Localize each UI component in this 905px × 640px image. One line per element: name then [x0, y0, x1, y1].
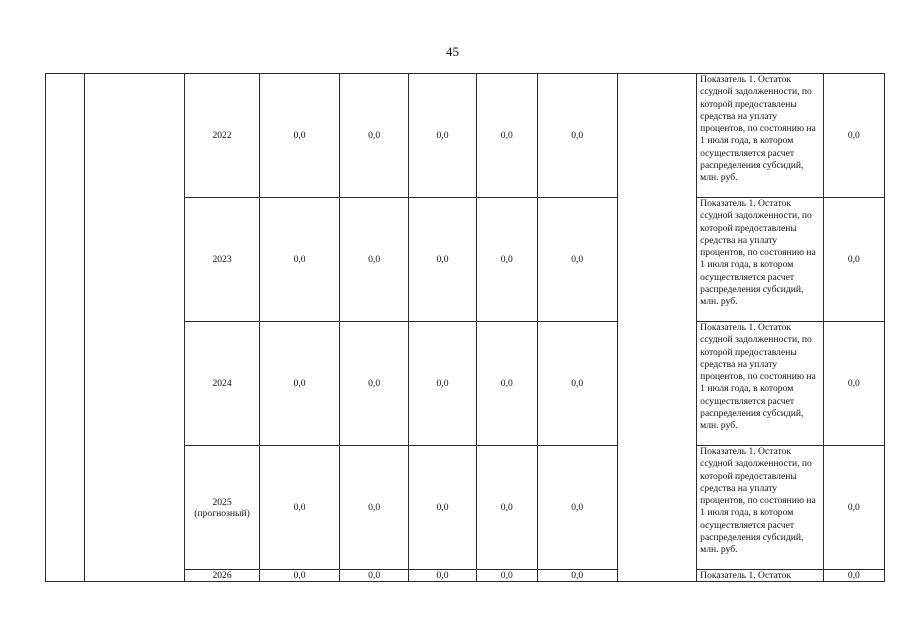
value-cell: 0,0 [339, 322, 408, 446]
value-cell: 0,0 [260, 198, 340, 322]
value-cell: 0,0 [409, 198, 476, 322]
value-cell: 0,0 [409, 570, 476, 582]
value-cell: 0,0 [476, 198, 537, 322]
value-cell: 0,0 [260, 446, 340, 570]
empty-cell-col1 [46, 74, 85, 582]
year-label: 2026 [212, 570, 232, 581]
indicator-value: 0,0 [823, 570, 884, 582]
year-cell [184, 446, 260, 570]
year-cell [184, 570, 260, 582]
value-cell: 0,0 [476, 446, 537, 570]
empty-cell-col9 [617, 74, 697, 582]
value-cell: 0,0 [476, 570, 537, 582]
value-cell: 0,0 [409, 74, 476, 198]
year-cell [184, 322, 260, 446]
value-cell: 0,0 [476, 322, 537, 446]
value-cell: 0,0 [409, 446, 476, 570]
indicator-text: Показатель 1. Остаток ссудной задолженности, по которой предоставлены средства на уплату процентов, по состоянию на 1 июля года, в котором осуществляется расчет распределения субсидий, млн. руб. [697, 198, 824, 322]
value-cell: 0,0 [260, 322, 340, 446]
indicator-text: Показатель 1. Остаток [697, 570, 824, 582]
value-cell: 0,0 [409, 322, 476, 446]
indicator-text: Показатель 1. Остаток ссудной задолженности, по которой предоставлены средства на уплату процентов, по состоянию на 1 июля года, в котором осуществляется расчет распределения субсидий, млн. руб. [697, 74, 824, 198]
page-number: 45 [446, 44, 459, 59]
year-label: 2023 [212, 254, 232, 265]
year-label: 2025 [212, 496, 232, 508]
value-cell: 0,0 [339, 198, 408, 322]
value-cell: 0,0 [260, 570, 340, 582]
indicator-text: Показатель 1. Остаток ссудной задолженности, по которой предоставлены средства на уплату процентов, по состоянию на 1 июля года, в котором осуществляется расчет распределения субсидий, млн. руб. [697, 322, 824, 446]
value-cell: 0,0 [537, 198, 617, 322]
year-label: 2022 [212, 130, 232, 141]
year-label: 2024 [212, 378, 232, 389]
indicator-value: 0,0 [823, 74, 884, 198]
value-cell: 0,0 [476, 74, 537, 198]
table-row [46, 74, 885, 198]
value-cell: 0,0 [537, 570, 617, 582]
year-cell [184, 198, 260, 322]
value-cell: 0,0 [339, 446, 408, 570]
value-cell: 0,0 [260, 74, 340, 198]
indicator-text: Показатель 1. Остаток ссудной задолженности, по которой предоставлены средства на уплату процентов, по состоянию на 1 июля года, в котором осуществляется расчет распределения субсидий, млн. руб. [697, 446, 824, 570]
value-cell: 0,0 [339, 570, 408, 582]
value-cell: 0,0 [339, 74, 408, 198]
budget-table [45, 73, 885, 582]
year-note: (прогнозный) [194, 507, 250, 519]
indicator-value: 0,0 [823, 446, 884, 570]
value-cell: 0,0 [537, 74, 617, 198]
indicator-value: 0,0 [823, 198, 884, 322]
empty-cell-col2 [84, 74, 184, 582]
year-cell [184, 74, 260, 198]
value-cell: 0,0 [537, 322, 617, 446]
value-cell: 0,0 [537, 446, 617, 570]
indicator-value: 0,0 [823, 322, 884, 446]
